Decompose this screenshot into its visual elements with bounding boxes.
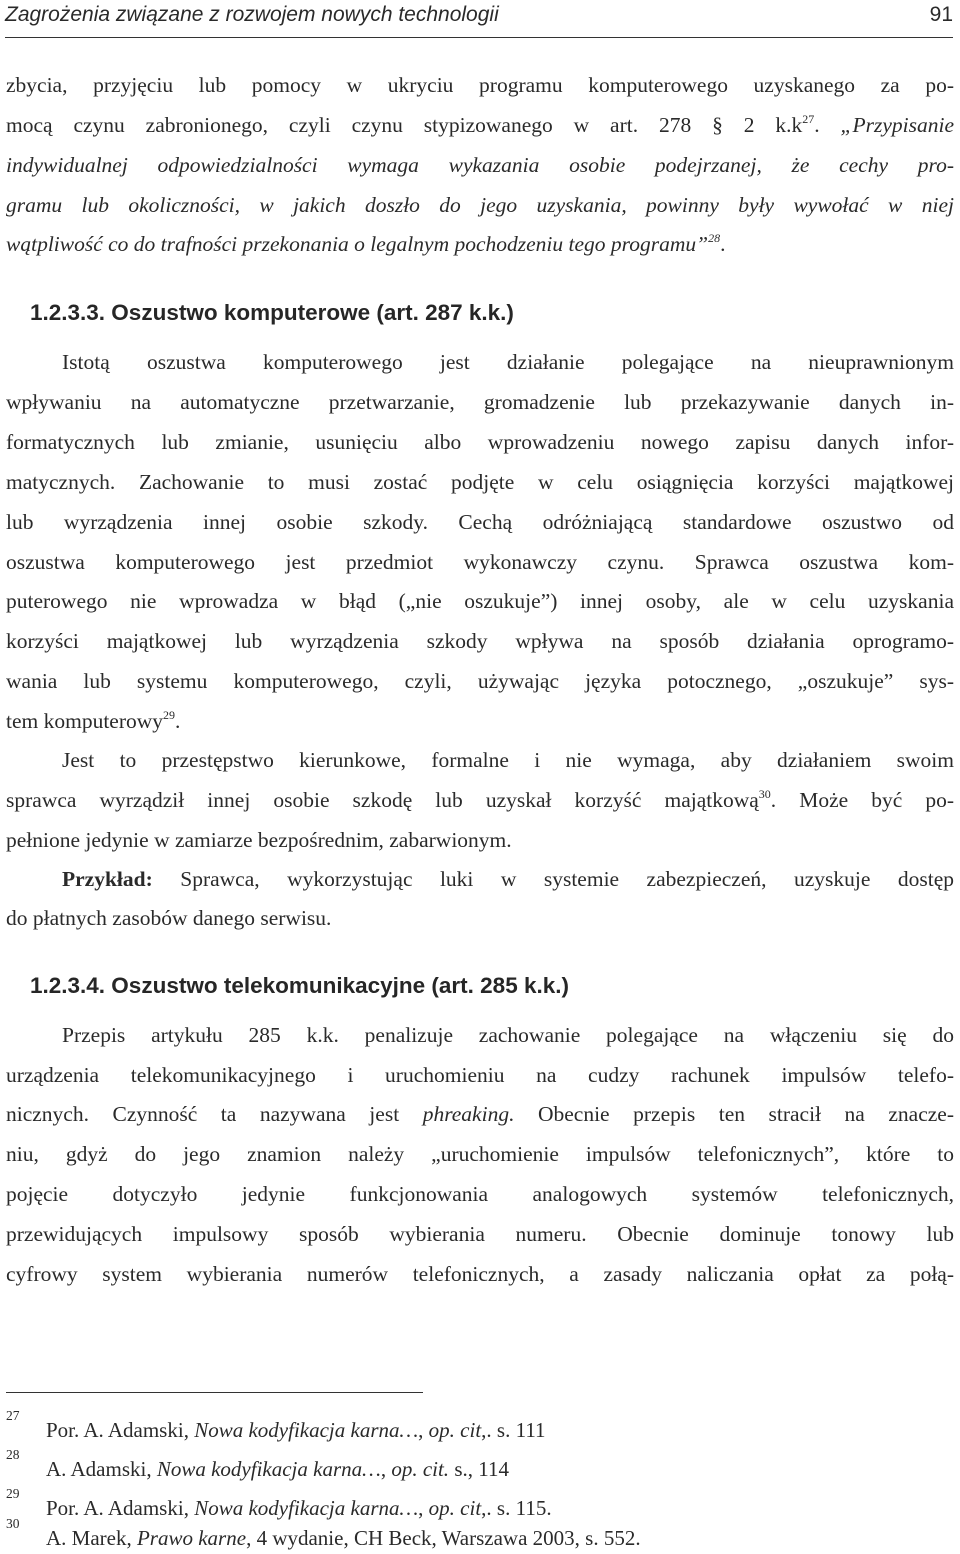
header-rule (5, 37, 953, 38)
section-heading: 1.2.3.3. Oszustwo komputerowe (art. 287 k.k.) (30, 300, 514, 325)
chapter-title: Zagrożenia związane z rozwojem nowych technologii (5, 3, 499, 26)
footnote (6, 1486, 954, 1520)
text-line: wpływaniu na automatyczne przetwarzanie, gromadzenie lub przekazywanie danych in- (6, 390, 954, 414)
footnote-ref: 28 (708, 231, 721, 245)
text-line: oszustwa komputerowego jest przedmiot wykonawczy czynu. Sprawca oszustwa kom- (6, 550, 954, 574)
text-line: niu, gdyż do jego znamion należy „uruchomienie impulsów telefonicznych”, które to (6, 1142, 954, 1166)
text-span: nicznych. Czynność ta nazywana jest (6, 1102, 423, 1126)
text-span: Obecnie przepis ten stracił na znacze- (514, 1102, 954, 1126)
text-span: , 4 wydanie, CH Beck, Warszawa 2003, s. 552. (246, 1526, 641, 1550)
footnote (6, 1516, 954, 1550)
footnote-number: 30 (6, 1516, 20, 1531)
text-span: A. Adamski, (46, 1457, 157, 1481)
footnote (6, 1447, 954, 1481)
text-span: ,. s. 111 (481, 1418, 546, 1442)
text-line: lub wyrządzenia innej osobie szkody. Cechą odróżniającą standardowe oszustwo od (6, 510, 954, 534)
page-number: 91 (929, 3, 953, 26)
text-line: gramu lub okoliczności, w jakich doszło do jego uzyskania, powinny były wywołać w niej (6, 193, 954, 217)
running-header (5, 0, 953, 34)
term-phreaking: phreaking. (422, 1102, 515, 1126)
footnote-ref: 29 (163, 708, 176, 722)
text-span: Por. A. Adamski, (46, 1496, 195, 1520)
text-span: s., 114 (449, 1457, 509, 1481)
text-line: wania lub systemu komputerowego, czyli, używając języka potocznego, „oszukuje” sys- (6, 669, 954, 693)
text-span: . (175, 709, 181, 733)
footnote (6, 1408, 954, 1442)
text-line: matycznych. Zachowanie to musi zostać podjęte w celu osiągnięcia korzyści majątkowej (6, 470, 954, 494)
book-title: Nowa kodyfikacja karna… (194, 1496, 419, 1520)
text-span: op. cit (428, 1418, 482, 1442)
text-line (6, 112, 954, 138)
text-span: . Może być po- (770, 788, 954, 812)
text-span: Sprawca, wykorzystując luki w systemie zabezpieczeń, uzyskuje dostęp (152, 867, 954, 891)
text-line (6, 1101, 954, 1127)
text-span: sprawca wyrządził innej osobie szkodę lub uzyskał korzyść majątkową (6, 788, 759, 812)
book-title: Nowa kodyfikacja karna… (194, 1418, 419, 1442)
text-line: urządzenia telekomunikacyjnego i uruchomieniu na cudzy rachunek impulsów telefo- (6, 1063, 954, 1087)
footnote-number: 29 (6, 1486, 20, 1501)
footnote-text (46, 1457, 509, 1482)
example-label: Przykład: (62, 867, 153, 891)
book-title: Nowa kodyfikacja karna… (156, 1457, 381, 1481)
text-span: ,. s. 115. (481, 1496, 552, 1520)
text-line: Jest to przestępstwo kierunkowe, formalne i nie wymaga, aby działaniem swoim (62, 748, 954, 772)
example-line (62, 866, 954, 892)
text-line: cyfrowy system wybierania numerów telefonicznych, a zasady naliczania opłat za połą- (6, 1262, 954, 1286)
text-span: . (814, 113, 820, 137)
text-line: puterowego nie wprowadza w błąd („nie oszukuje”) innej osoby, ale w celu uzyskania (6, 589, 954, 613)
text-span: . (720, 232, 726, 256)
text-span: , (380, 1457, 392, 1481)
text-span: mocą czynu zabronionego, czyli czynu stypizowanego w art. 278 § 2 k.k (6, 113, 803, 137)
text-line: do płatnych zasobów danego serwisu. (6, 906, 332, 930)
text-line: formatycznych lub zmianie, usunięciu albo wprowadzeniu nowego zapisu danych infor- (6, 430, 954, 454)
text-span: , (418, 1418, 429, 1442)
text-line: Istotą oszustwa komputerowego jest działanie polegające na nieuprawnionym (62, 350, 954, 374)
text-line: pojęcie dotyczyło jedynie funkcjonowania analogowych systemów telefonicznych, (6, 1182, 954, 1206)
footnote-number: 27 (6, 1408, 20, 1423)
quote-start: „Przypisanie (819, 113, 954, 137)
text-line: przewidujących impulsowy sposób wybierania numeru. Obecnie dominuje tonowy lub (6, 1222, 954, 1246)
text-line (6, 708, 954, 734)
text-line: zbycia, przyjęciu lub pomocy w ukryciu programu komputerowego uzyskanego za po- (6, 73, 954, 97)
footnote-text (46, 1526, 641, 1551)
footnote-text (46, 1418, 546, 1443)
text-span: , (418, 1496, 429, 1520)
text-line: indywidualnej odpowiedzialności wymaga wykazania osobie podejrzanej, że cechy pro- (6, 153, 954, 177)
section-heading: 1.2.3.4. Oszustwo telekomunikacyjne (art. 285 k.k.) (30, 973, 569, 998)
text-span: tem komputerowy (6, 709, 164, 733)
footnote-ref: 27 (802, 112, 815, 126)
footnote-rule (6, 1392, 423, 1393)
text-line (6, 231, 954, 257)
text-line (6, 787, 954, 813)
quote-end: wątpliwość co do trafności przekonania o legalnym pochodzeniu tego programu” (6, 232, 709, 256)
footnote-ref: 30 (758, 787, 771, 801)
text-line: korzyści majątkowej lub wyrządzenia szkody wpływa na sposób działania oprogramo- (6, 629, 954, 653)
text-span: Por. A. Adamski, (46, 1418, 195, 1442)
book-title: Prawo karne (136, 1526, 247, 1550)
text-line: Przepis artykułu 285 k.k. penalizuje zachowanie polegające na włączeniu się do (62, 1023, 954, 1047)
text-span: op. cit. (391, 1457, 450, 1481)
text-line: pełnione jedynie w zamiarze bezpośrednim, zabarwionym. (6, 828, 512, 852)
text-span: A. Marek, (46, 1526, 137, 1550)
text-span: op. cit (428, 1496, 482, 1520)
footnote-number: 28 (6, 1447, 20, 1462)
